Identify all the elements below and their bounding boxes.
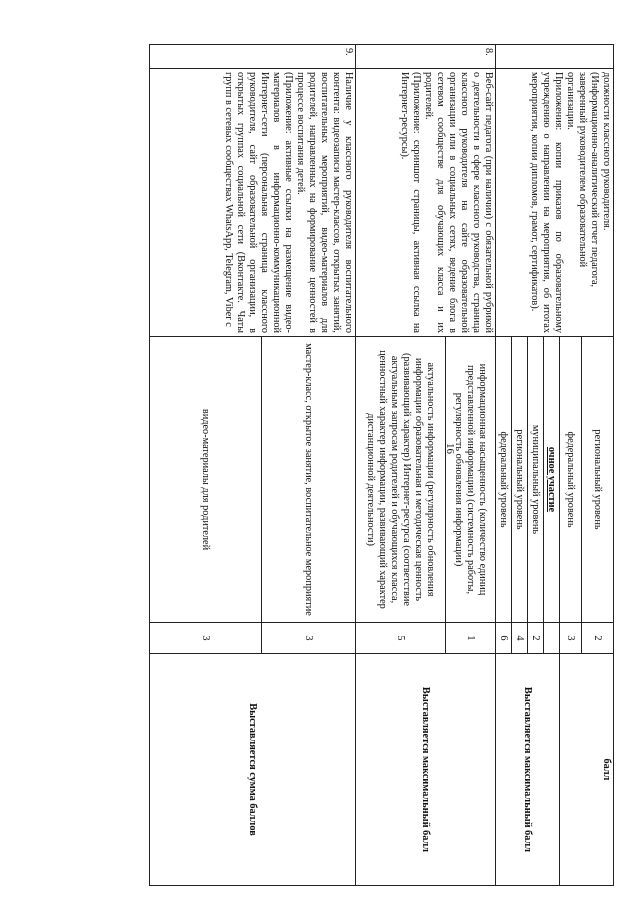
table-row [446,45,496,886]
score-cell: 2 [528,623,544,654]
indicator-cell: региональный уровень [582,337,614,623]
indicator-cell: актуальность информации (регулярность обновления информации образовательная и методическая ценность (развивающий характер) Интернет-ресурса (соответствие актуальным запросам родителей и обучающихся класса, ценностный характер информации, развивающий характер дистанционной деятельности) [356,337,446,623]
row-number-cell: 8. [356,45,496,69]
score-cell: 6 [496,623,512,654]
score-cell: 1 [446,623,496,654]
indicator-cell: региональный уровень [512,337,528,623]
score-cell: 5 [356,623,446,654]
result-cell: Выставляется максимальный балл [356,654,496,886]
row-number-cell [496,45,614,69]
page-number: 16 [444,443,456,454]
row-number-cell: 9. [150,45,356,69]
result-cell: балл [560,654,614,886]
score-cell: 3 [262,623,356,654]
result-cell: Выставляется сумма баллов [150,654,356,886]
rotated-page [52,44,614,885]
result-cell: Выставляется максимальный балл [496,654,560,886]
criterion-cell: Веб-сайт педагога (при наличии) с обязательной рубрикой о деятельности в сфере классного руководства, страница классного руководителя на сайте образовательной организации или в социальных сетях, ведение блога в сетевом сообществе для обучающих класса и их родителей. (Приложение: скриншот страницы, активная ссылка на Интернет-ресурсы). [356,69,496,337]
score-cell: 4 [512,623,528,654]
criterion-cell: должности классного руководителя. (Информационно-аналитический отчет педагога, заверенный руководителем образовательной организации. Приложения: копии приказов по образовательному учреждению о направлении на мероприятия, об итогах мероприятия, копии дипломов, грамот, сертификатов). [496,69,614,337]
indicator-cell: информационная насыщенность (количество единиц представленной информации) (системность работы, регулярность обновления информации) [446,337,496,623]
score-cell: 3 [150,623,262,654]
criterion-cell: Наличие у классного руководителя воспитательного контента: видеозаписи мастер-классов, открытых занятий, воспитательных мероприятий, видео-материалов для родителей, направленных на формирование ценностей в процессе воспитания детей. (Приложение: активные ссылки на размещение видео-материалов в информационно-коммуникационной Интернет-сети (персональная страница классного руководителя, сайт образовательной организации, в открытых группах социальной сети (Вконтакте. Чаты групп в сетевых сообществах WhatsApp, Telegram, Viber с [150,69,356,337]
table-row [582,45,614,886]
score-cell: 3 [560,623,582,654]
score-cell: 2 [582,623,614,654]
indicator-cell: видео-материалы для родителей [150,337,262,623]
table-row [262,45,356,886]
indicator-cell: муниципальный уровень [528,337,544,623]
subheader-cell: очное участие [544,337,560,623]
indicator-cell: федеральный уровень [560,337,582,623]
criteria-table [149,44,614,886]
indicator-cell: федеральный уровень [496,337,512,623]
indicator-cell: мастер-класс, открытое занятие, воспитательное мероприятие [262,337,356,623]
score-cell [544,623,560,654]
